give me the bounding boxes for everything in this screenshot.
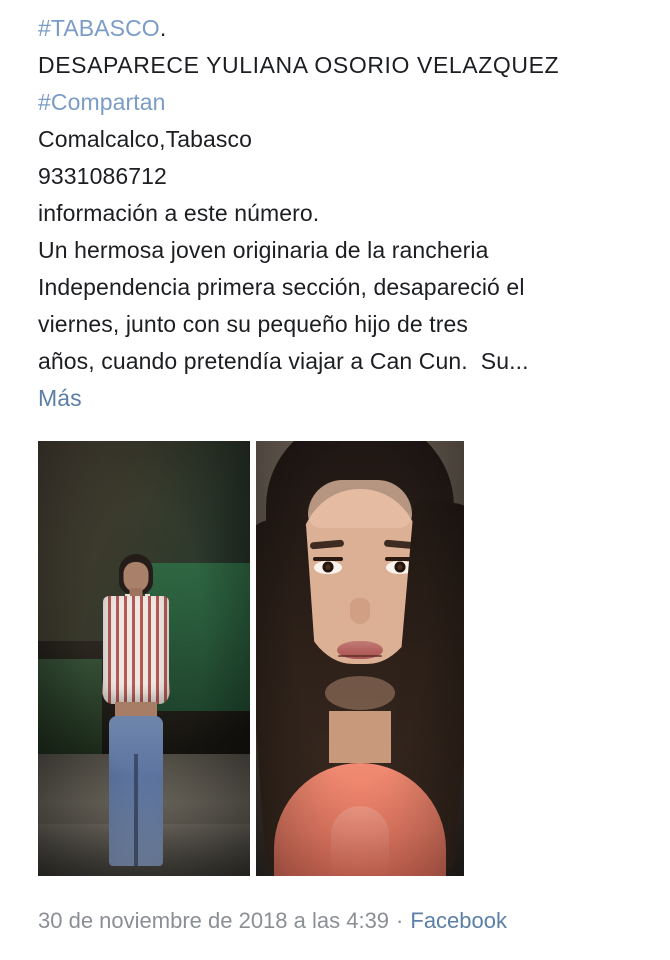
hashtag-tabasco-suffix: . xyxy=(159,15,167,41)
post-body-line-2: Independencia primera sección, desapareció el xyxy=(38,274,525,300)
post-message xyxy=(0,0,670,417)
photo-woman-selfie[interactable] xyxy=(256,441,464,876)
post-phone-note: información a este número. xyxy=(38,200,320,226)
post-photo-grid xyxy=(38,441,632,876)
hashtag-compartan[interactable]: #Compartan xyxy=(38,89,166,115)
post-source-link[interactable]: Facebook xyxy=(410,908,507,933)
see-more-link[interactable]: Más xyxy=(38,385,82,411)
post-timestamp[interactable]: 30 de noviembre de 2018 a las 4:39 xyxy=(38,908,390,933)
post-body-line-4: años, cuando pretendía viajar a Can Cun. Su... xyxy=(38,348,529,374)
post-phone: 9331086712 xyxy=(38,163,167,189)
post-headline: DESAPARECE YULIANA OSORIO VELAZQUEZ xyxy=(38,52,560,78)
post-body-line-3: viernes, junto con su pequeño hijo de tres xyxy=(38,311,468,337)
photo-vignette xyxy=(38,441,250,876)
post-footer xyxy=(0,908,670,960)
footer-separator: · xyxy=(396,908,404,933)
post-line-hashtag-tabasco xyxy=(38,10,632,47)
post-body-line-1: Un hermosa joven originaria de la rancheria xyxy=(38,237,489,263)
post-location: Comalcalco,Tabasco xyxy=(38,126,253,152)
photo-woman-standing[interactable] xyxy=(38,441,250,876)
photo-vignette xyxy=(256,441,464,876)
hashtag-tabasco[interactable]: #TABASCO xyxy=(38,15,160,41)
